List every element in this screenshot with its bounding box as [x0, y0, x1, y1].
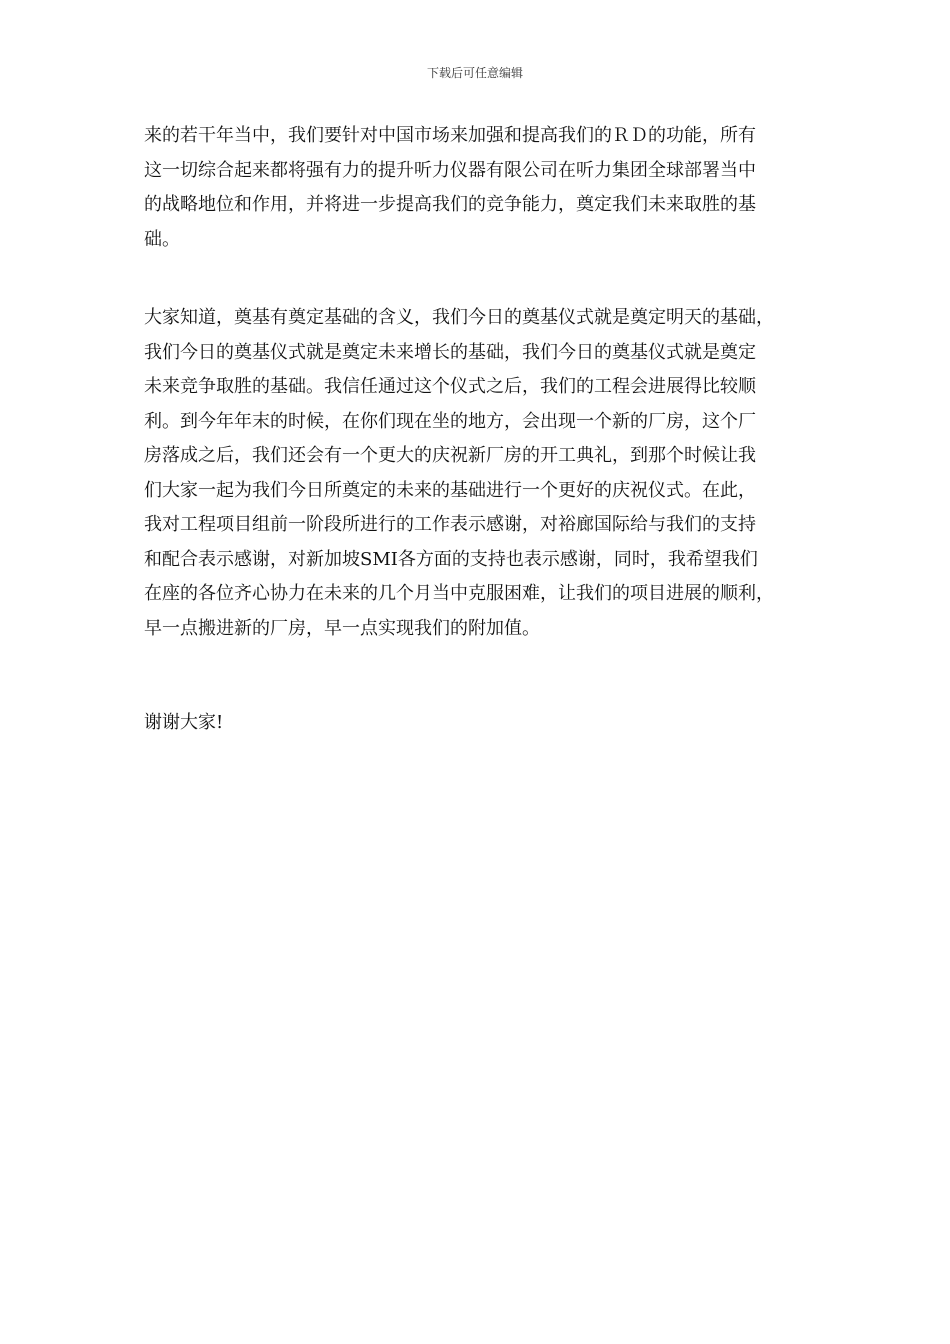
paragraph-line: 和配合表示感谢，对新加坡SMI各方面的支持也表示感谢，同时，我希望我们	[144, 548, 758, 570]
paragraph-line: 早一点搬进新的厂房，早一点实现我们的附加值。	[144, 617, 540, 639]
paragraph-line: 我对工程项目组前一阶段所进行的工作表示感谢，对裕廊国际给与我们的支持	[144, 514, 756, 535]
paragraph-3	[144, 706, 810, 741]
paragraph-line: 谢谢大家!	[144, 712, 224, 733]
paragraph-line: 的战略地位和作用，并将进一步提高我们的竞争能力，奠定我们未来取胜的基	[144, 194, 756, 215]
paragraph-line: 在座的各位齐心协力在未来的几个月当中克服困难，让我们的项目进展的顺利，	[144, 583, 774, 604]
paragraph-line: 这一切综合起来都将强有力的提升听力仪器有限公司在听力集团全球部署当中	[144, 159, 756, 181]
paragraph-line: 们大家一起为我们今日所奠定的未来的基础进行一个更好的庆祝仪式。在此，	[144, 479, 756, 501]
paragraph-line: 利。到今年年末的时候，在你们现在坐的地方，会出现一个新的厂房，这个厂	[144, 410, 756, 432]
paragraph-line: 来的若干年当中，我们要针对中国市场来加强和提高我们的ＲＤ的功能，所有	[144, 125, 756, 146]
paragraph-line: 未来竞争取胜的基础。我信任通过这个仪式之后，我们的工程会进展得比较顺	[144, 376, 756, 397]
page-header: 下载后可任意编辑	[426, 66, 523, 80]
paragraph-1	[144, 119, 810, 257]
paragraph-line: 础。	[144, 228, 180, 250]
paragraph-line: 大家知道，奠基有奠定基础的含义，我们今日的奠基仪式就是奠定明天的基础，	[144, 307, 774, 328]
paragraph-line: 房落成之后，我们还会有一个更大的庆祝新厂房的开工典礼，到那个时候让我	[144, 445, 756, 466]
paragraph-2	[144, 301, 810, 646]
paragraph-line: 我们今日的奠基仪式就是奠定未来增长的基础，我们今日的奠基仪式就是奠定	[144, 341, 756, 363]
